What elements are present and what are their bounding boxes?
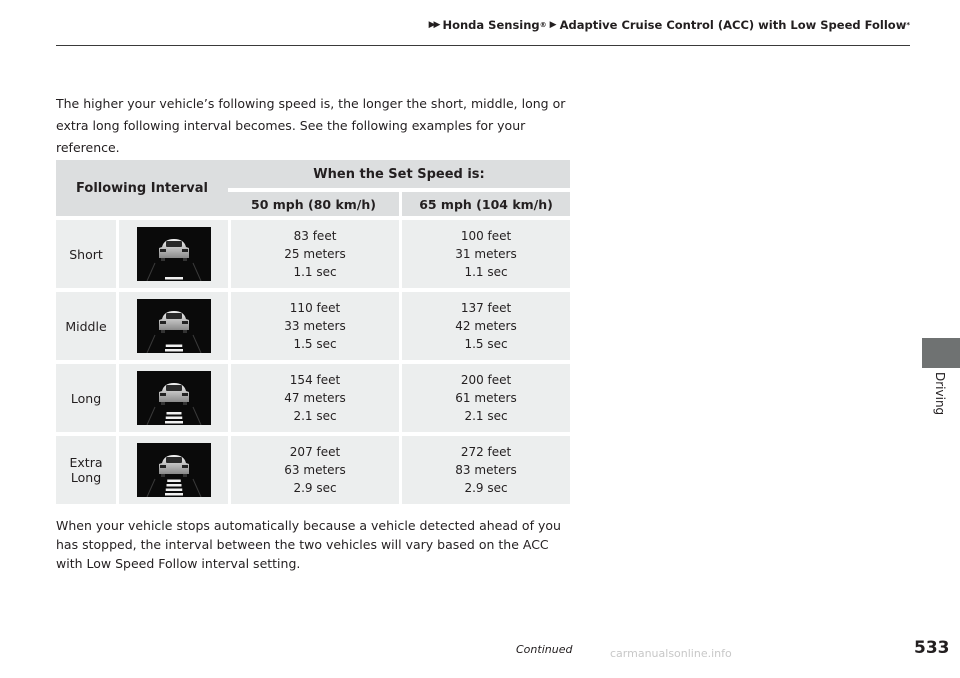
value-65mph: 200 feet 61 meters 2.1 sec (399, 364, 570, 432)
value-65mph: 272 feet 83 meters 2.9 sec (399, 436, 570, 504)
breadcrumb: ▶▶ Honda Sensing ® ▶ Adaptive Cruise Control (ACC) with Low Speed Follow * (428, 18, 910, 32)
interval-label: Extra Long (56, 436, 116, 504)
header-set-speed: When the Set Speed is: (228, 160, 570, 188)
double-arrow-icon: ▶▶ (428, 20, 439, 30)
interval-label: Long (56, 364, 116, 432)
value-65mph: 137 feet 42 meters 1.5 sec (399, 292, 570, 360)
table-row (56, 436, 570, 504)
section-label: Driving (933, 372, 947, 416)
car-interval-illustration (137, 227, 211, 281)
table-row (56, 292, 570, 360)
interval-label: Short (56, 220, 116, 288)
intro-paragraph: The higher your vehicle’s following speed is, the longer the short, middle, long or extra long following interval becomes. See the following examples for your reference. (56, 96, 566, 155)
value-65mph: 100 feet 31 meters 1.1 sec (399, 220, 570, 288)
value-50mph: 207 feet 63 meters 2.9 sec (228, 436, 399, 504)
value-50mph: 110 feet 33 meters 1.5 sec (228, 292, 399, 360)
header-speed-65: 65 mph (104 km/h) (399, 192, 570, 216)
table-row (56, 364, 570, 432)
arrow-icon: ▶ (549, 20, 557, 30)
header-speed-50: 50 mph (80 km/h) (228, 192, 399, 216)
car-interval-illustration (137, 371, 211, 425)
car-interval-illustration (137, 299, 211, 353)
value-50mph: 154 feet 47 meters 2.1 sec (228, 364, 399, 432)
page-number: 533 (914, 638, 950, 658)
watermark-text: carmanualsonline.info (610, 647, 732, 660)
header-following-interval: Following Interval (56, 160, 228, 216)
car-interval-illustration (137, 443, 211, 497)
outro-paragraph: When your vehicle stops automatically because a vehicle detected ahead of you has stopped, the interval between the two vehicles will vary based on the ACC with Low Speed Follow interval setting. (56, 518, 561, 571)
section-tab (922, 338, 960, 368)
table-row (56, 220, 570, 288)
interval-label: Middle (56, 292, 116, 360)
header-divider (56, 45, 910, 46)
breadcrumb-acc: Adaptive Cruise Control (ACC) with Low Speed Follow (559, 18, 907, 32)
value-50mph: 83 feet 25 meters 1.1 sec (228, 220, 399, 288)
following-interval-table (56, 156, 570, 508)
breadcrumb-honda-sensing: Honda Sensing (442, 18, 540, 32)
continued-note: Continued (516, 643, 573, 656)
